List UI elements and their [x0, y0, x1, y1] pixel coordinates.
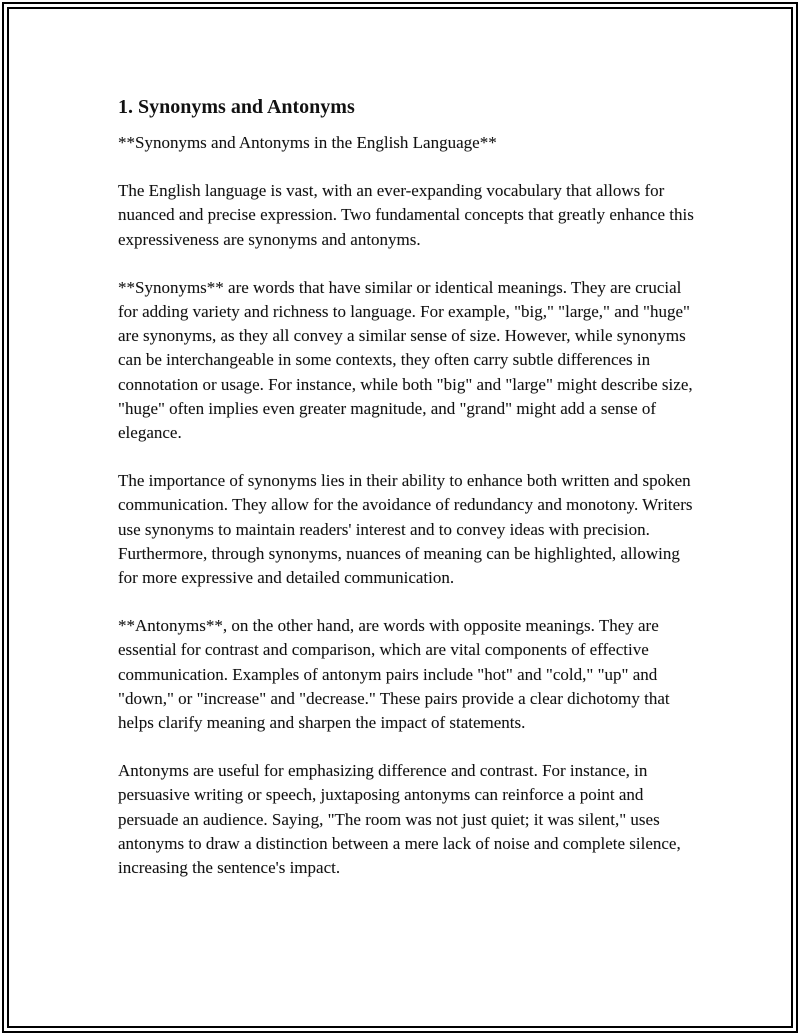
paragraph-synonyms-importance: The importance of synonyms lies in their ability to enhance both written and spoken communication. They allow for the avoidance of redundancy and monotony. Writers use synonyms to maintain readers' interest and to convey ideas with precision. Furthermore, through synonyms, nuances of meaning can be highlighted, allowing for more expressive and detailed communication.	[118, 471, 693, 588]
paragraph-antonyms-usage: Antonyms are useful for emphasizing difference and contrast. For instance, in persuasive writing or speech, juxtaposing antonyms can reinforce a point and persuade an audience. Saying, "The room was not just quiet; it was silent," uses antonyms to draw a distinction between a mere lack of noise and complete silence, increasing the sentence's impact.	[118, 761, 681, 878]
paragraph-synonyms-definition: **Synonyms** are words that have similar or identical meanings. They are crucial for adding variety and richness to language. For example, "big," "large," and "huge" are synonyms, as they all convey a similar sense of size. However, while synonyms can be interchangeable in some contexts, they often carry subtle differences in connotation or usage. For instance, while both "big" and "large" might describe size, "huge" often implies even greater magnitude, and "grand" might add a sense of elegance.	[118, 277, 693, 443]
paragraph-intro: The English language is vast, with an ever-expanding vocabulary that allows for nuanced and precise expression. Two fundamental concepts that greatly enhance this expressiveness are synonyms and antonyms.	[118, 181, 694, 249]
document-subtitle: **Synonyms and Antonyms in the English Language**	[118, 133, 497, 152]
section-heading: 1. Synonyms and Antonyms	[118, 96, 355, 118]
document-body	[118, 93, 698, 904]
paragraph-antonyms-definition: **Antonyms**, on the other hand, are words with opposite meanings. They are essential for contrast and comparison, which are vital components of effective communication. Examples of antonym pairs include "hot" and "cold," "up" and "down," or "increase" and "decrease." These pairs provide a clear dichotomy that helps clarify meaning and sharpen the impact of statements.	[118, 616, 670, 733]
